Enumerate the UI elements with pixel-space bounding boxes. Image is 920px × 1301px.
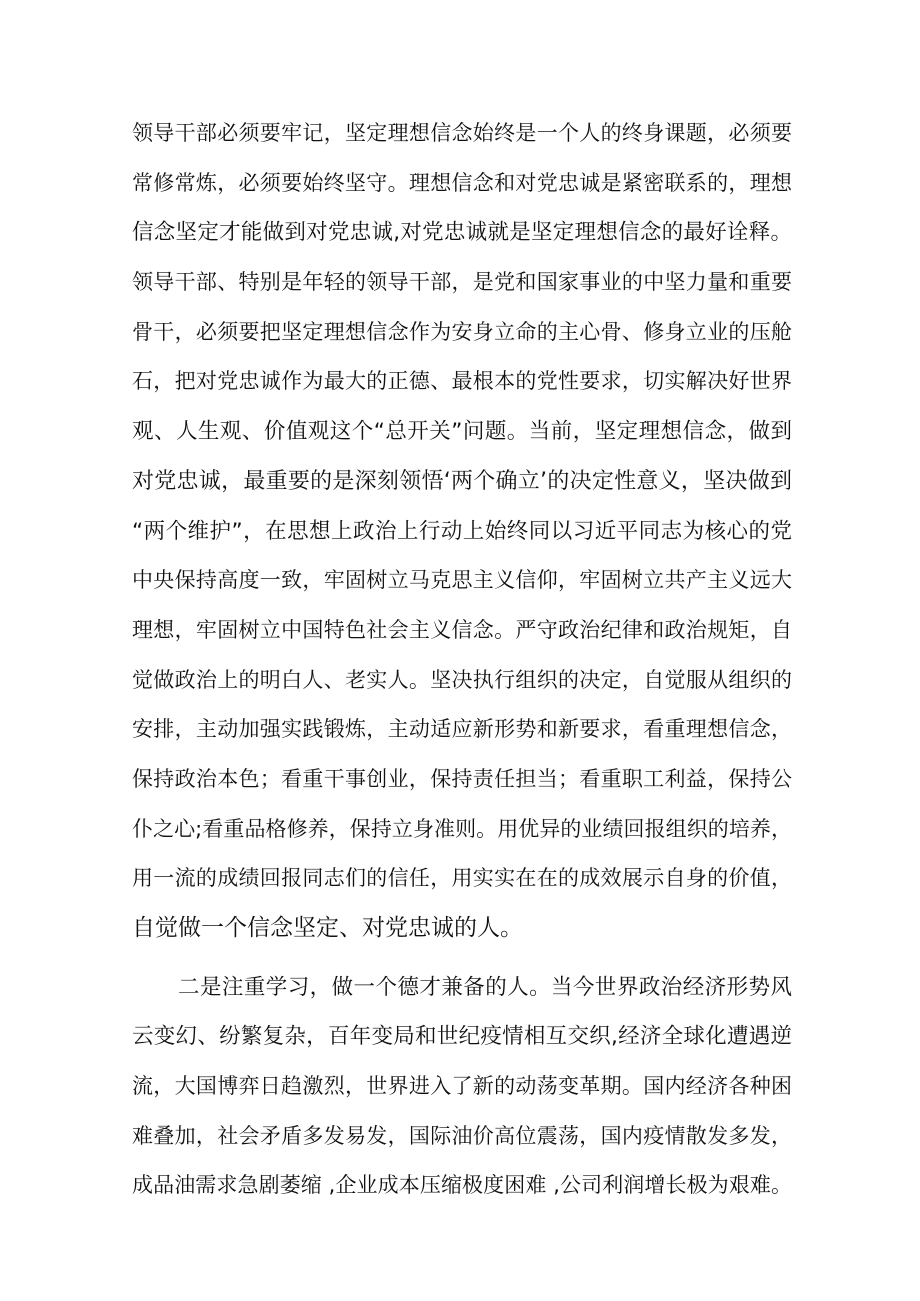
text-line: 仆之心;看重品格修养，保持立身准则。用优异的业绩回报组织的培养， — [132, 816, 792, 841]
text-line: 中央保持高度一致，牢固树立马克思主义信仰，牢固树立共产主义远大 — [132, 568, 792, 593]
text-line: 安排，主动加强实践锻炼，主动适应新形势和新要求，看重理想信念， — [132, 717, 792, 742]
text-line: 觉做政治上的明白人、老实人。坚决执行组织的决定，自觉服从组织的 — [132, 667, 792, 692]
text-line: 流，大国博弈日趋激烈，世界进入了新的动荡变革期。国内经济各种困 — [132, 1074, 792, 1099]
text-line: 自觉做一个信念坚定、对党忠诚的人。 — [132, 915, 523, 941]
text-line: 信念坚定才能做到对党忠诚,对党忠诚就是坚定理想信念的最好诠释。 — [132, 220, 792, 246]
text-line: “两个维护”，在思想上政治上行动上始终同以习近平同志为核心的党 — [132, 518, 792, 544]
document-body — [132, 109, 792, 1211]
paragraph-2 — [132, 963, 792, 1211]
text-line: 二是注重学习，做一个德才兼备的人。当今世界政治经济形势风 — [178, 974, 792, 1000]
text-line: 对党忠诚，最重要的是深刻领悟‘两个确立’的决定性意义，坚决做到 — [132, 468, 792, 494]
text-line: 观、人生观、价值观这个“总开关”问题。当前，坚定理想信念，做到 — [132, 419, 792, 445]
text-line: 用一流的成绩回报同志们的信任，用实实在在的成效展示自身的价值， — [132, 866, 792, 891]
text-line: 理想，牢固树立中国特色社会主义信念。严守政治纪律和政治规矩，自 — [132, 617, 792, 642]
text-line: 成品油需求急剧萎缩 ,企业成本压缩极度困难 ,公司利润增长极为艰难。 — [132, 1173, 792, 1198]
text-line: 云变幻、纷繁复杂，百年变局和世纪疫情相互交织,经济全球化遭遇逆 — [132, 1024, 792, 1050]
text-line: 常修常炼，必须要始终坚守。理想信念和对党忠诚是紧密联系的，理想 — [132, 170, 792, 195]
text-line: 石，把对党忠诚作为最大的正德、最根本的党性要求，切实解决好世界 — [132, 369, 792, 394]
text-line: 骨干，必须要把坚定理想信念作为安身立命的主心骨、修身立业的压舱 — [132, 319, 792, 344]
text-line: 保持政治本色；看重干事创业，保持责任担当；看重职工利益，保持公 — [132, 766, 792, 791]
text-line: 难叠加，社会矛盾多发易发，国际油价高位震荡，国内疫情散发多发， — [132, 1123, 792, 1148]
text-line: 领导干部、特别是年轻的领导干部，是党和国家事业的中坚力量和重要 — [132, 270, 792, 295]
text-line: 领导干部必须要牢记，坚定理想信念始终是一个人的终身课题，必须要 — [132, 121, 792, 145]
paragraph-1 — [132, 109, 792, 954]
paragraph-spacer — [132, 954, 792, 963]
